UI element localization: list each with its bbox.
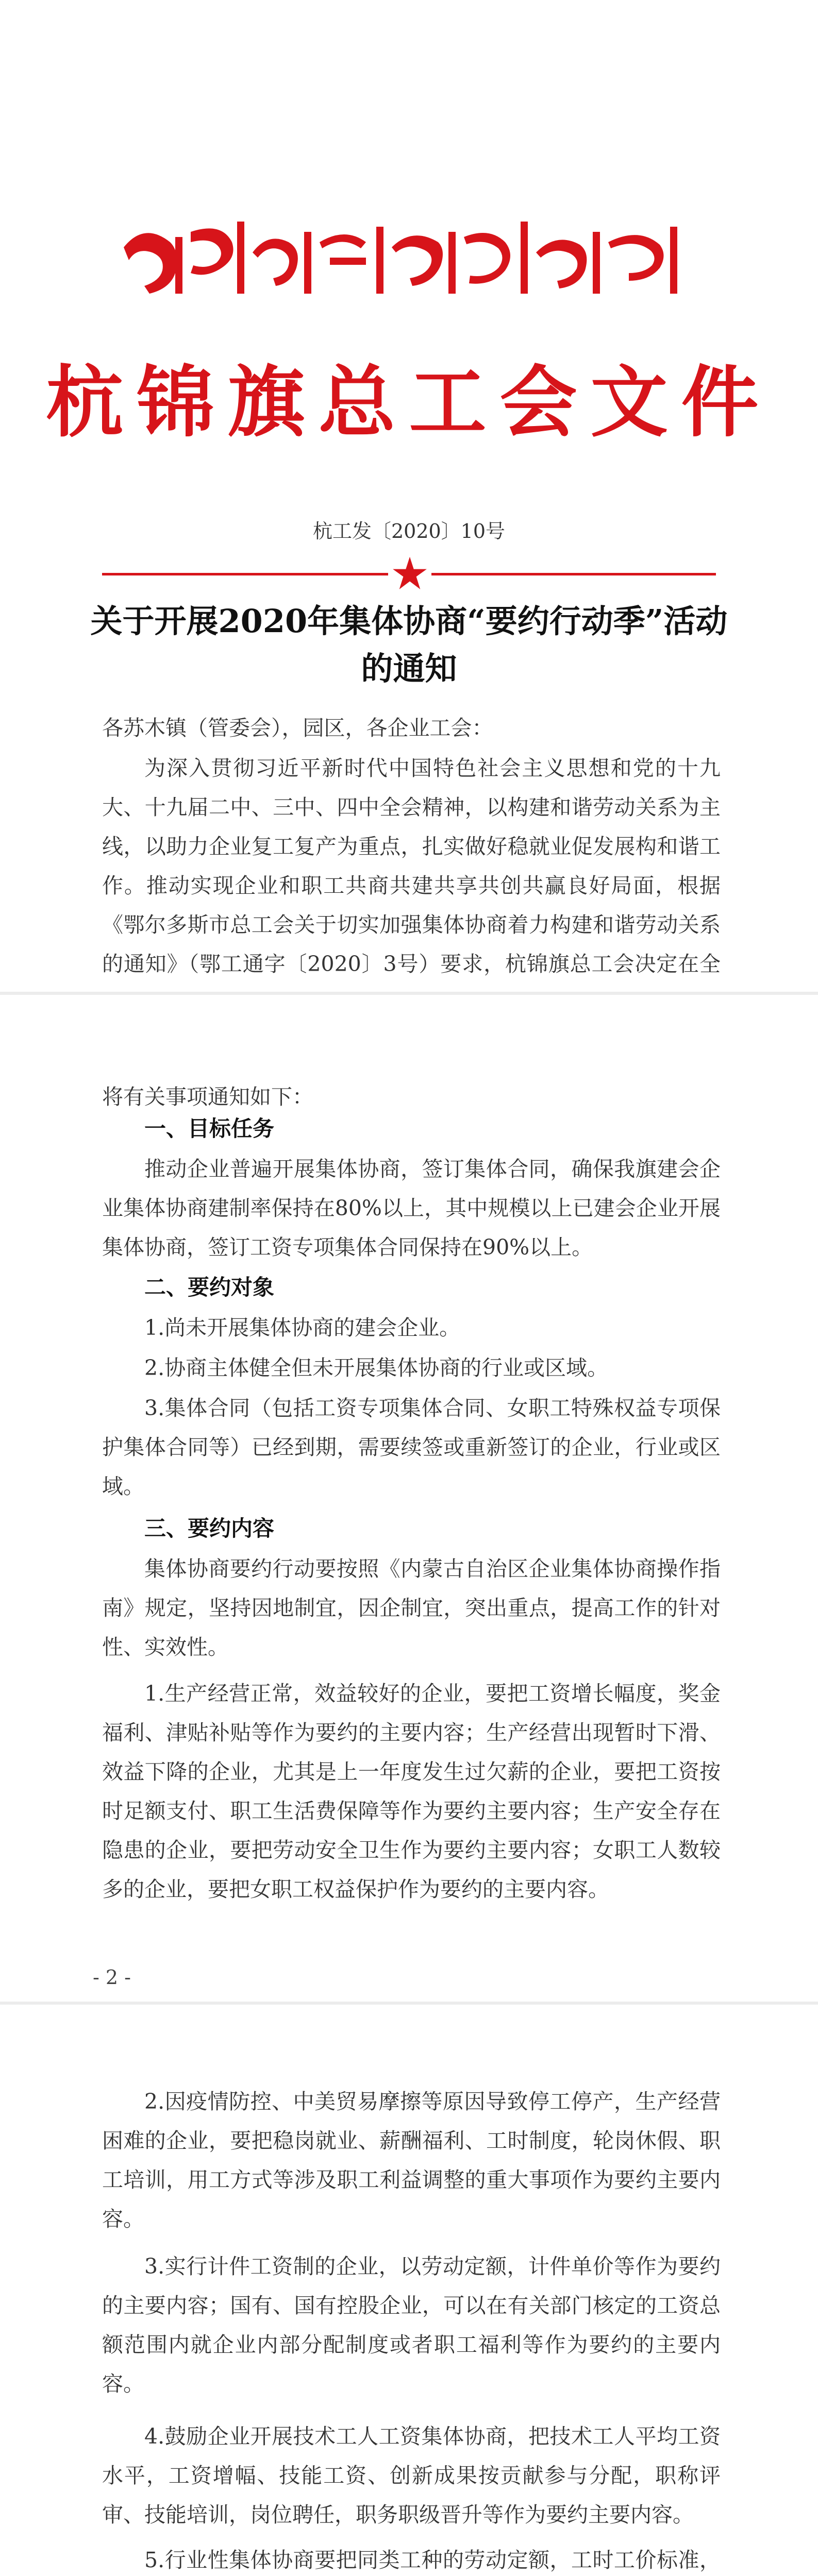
section-2-item-1: 1.尚未开展集体协商的建会企业。 [144, 1315, 461, 1340]
section-3-item-3: 3.实行计件工资制的企业，以劳动定额，计件单价等作为要约的主要内容；国有、国有控股企业，可以在有关部门核定的工资总额范围内就企业内部分配制度或者职工福利等作为要约的主要内容。 [102, 2254, 721, 2396]
intro-continued: 将有关事项通知如下： [102, 1084, 313, 1109]
section-2-item-2: 2.协商主体健全但未开展集体协商的行业或区域。 [144, 1355, 609, 1380]
addressee: 各苏木镇（管委会），园区，各企业工会： [102, 716, 493, 740]
section-1-text: 推动企业普遍开展集体协商，签订集体合同，确保我旗建会企业集体协商建制率保持在80%以上，其中规模以上已建会企业开展集体协商，签订工资专项集体合同保持在90%以上。 [102, 1157, 721, 1260]
section-3-item-4: 4.鼓励企业开展技术工人工资集体协商，把技术工人平均工资水平，工资增幅、技能工资、创新成果按贡献参与分配，职称评审、技能培训，岗位聘任，职务职级晋升等作为要约主要内容。 [102, 2424, 721, 2527]
section-2-item-3: 3.集体合同（包括工资专项集体合同、女职工特殊权益专项保护集体合同等）已经到期，需要续签或重新签订的企业，行业或区域。 [102, 1396, 721, 1499]
notice-title: 关于开展2020年集体协商“要约行动季”活动的通知 [90, 602, 728, 687]
section-3-item-1: 1.生产经营正常，效益较好的企业，要把工资增长幅度，奖金福利、津贴补贴等作为要约的主要内容；生产经营出现暂时下滑、效益下降的企业，尤其是上一年度发生过欠薪的企业，要把工资按时足额支付、职工生活费保障等作为要约主要内容；生产安全存在隐患的企业，要把劳动安全卫生作为要约主要内容；女职工人数较多的企业，要把女职工权益保护作为要约的主要内容。 [102, 1681, 721, 1902]
red-divider-right [431, 573, 716, 575]
page-number-2: - 2 - [93, 1966, 131, 1989]
section-2-title: 二、要约对象 [144, 1275, 275, 1300]
page-2 [0, 995, 818, 2002]
section-3-item-2: 2.因疫情防控、中美贸易摩擦等原因导致停工停产，生产经营困难的企业，要把稳岗就业、薪酬福利、工时制度，轮岗休假、职工培训，用工方式等涉及职工利益调整的重大事项作为要约主要内容。 [102, 2089, 721, 2231]
section-1-title: 一、目标任务 [144, 1116, 275, 1141]
header-title: 杭锦旗总工会文件 [46, 358, 772, 448]
section-3-title: 三、要约内容 [144, 1516, 275, 1541]
section-3-item-5: 5.行业性集体协商要把同类工种的劳动定额，工时工价标准， [144, 2548, 721, 2572]
red-star-icon [392, 555, 428, 591]
mongolian-script-logo [113, 216, 706, 299]
page-3 [0, 2005, 818, 2576]
intro-paragraph: 为深入贯彻习近平新时代中国特色社会主义思想和党的十九大、十九届二中、三中、四中全会精神，以构建和谐劳动关系为主线，以助力企业复工复产为重点，扎实做好稳就业促发展构和谐工作。推动实现企业和职工共商共建共享共创共赢良好局面，根据《鄂尔多斯市总工会关于切实加强集体协商着力构建和谐劳动关系的通知》（鄂工通字〔2020〕3号）要求，杭锦旗总工会决定在全 [102, 756, 721, 976]
red-divider-left [102, 573, 388, 575]
section-3-text: 集体协商要约行动要按照《内蒙古自治区企业集体协商操作指南》规定，坚持因地制宜，因企制宜，突出重点，提高工作的针对性、实效性。 [102, 1556, 721, 1659]
page-1 [0, 0, 818, 992]
document-number: 杭工发〔2020〕10号 [312, 520, 506, 543]
